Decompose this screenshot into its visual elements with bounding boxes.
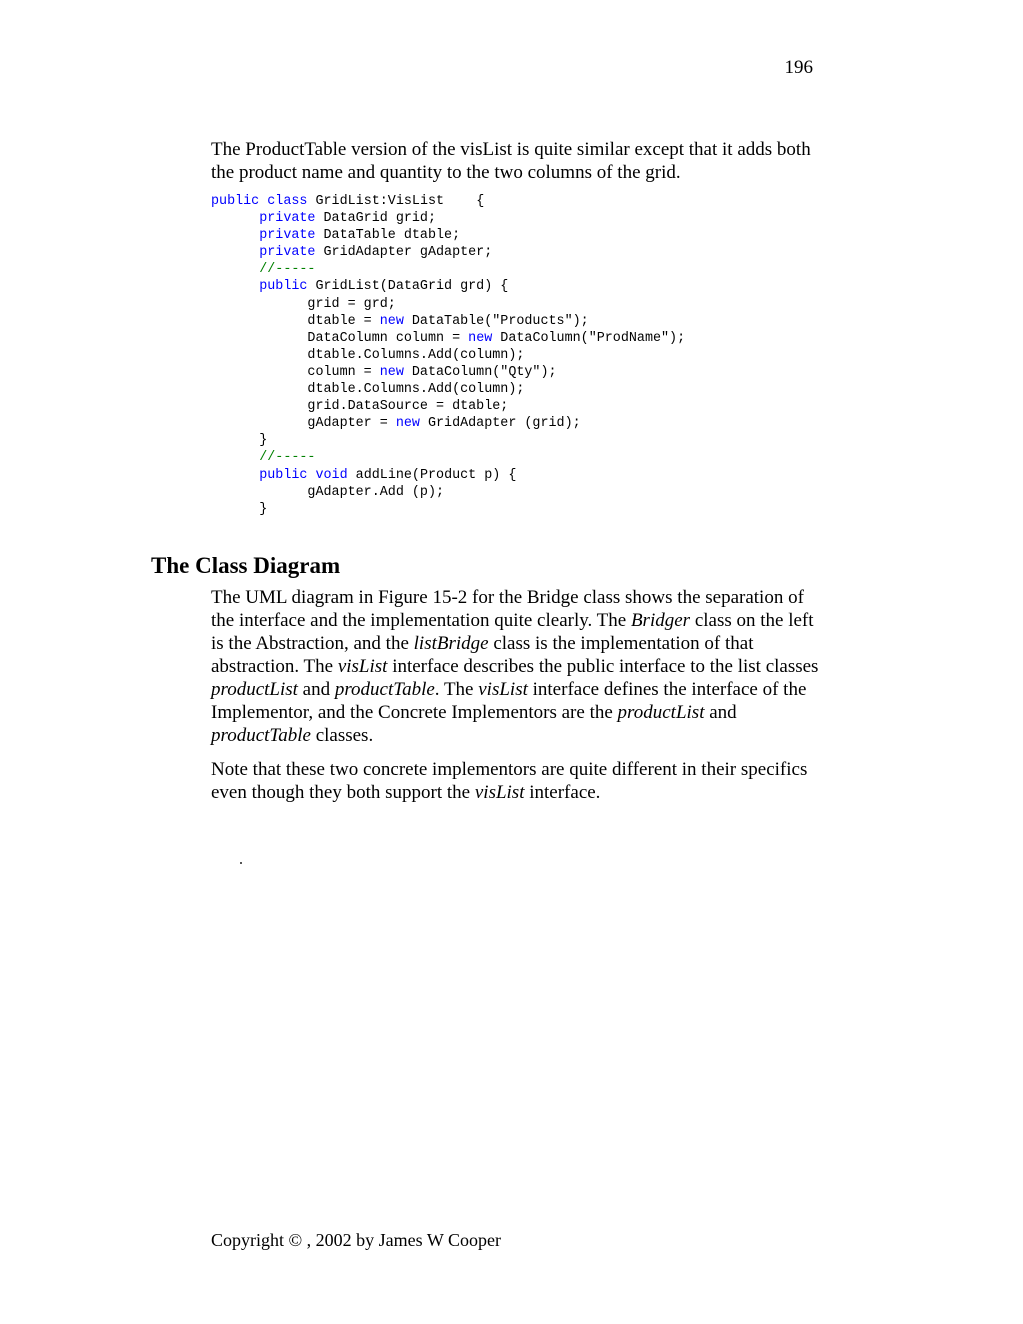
text-run: interface describes the public interface to the list classes <box>387 656 819 677</box>
italic-term: productList <box>211 679 298 700</box>
code-line <box>211 449 685 466</box>
code-keyword: public <box>259 279 308 295</box>
code-keyword: public <box>211 194 260 209</box>
intro-paragraph: The ProductTable version of the visList is quite similar except that it adds both the product name and quantity to the two columns of the grid. <box>211 139 811 183</box>
code-text <box>211 228 259 243</box>
code-keyword: private <box>259 228 316 244</box>
code-keyword: new <box>379 364 404 380</box>
code-line <box>211 193 685 210</box>
code-text: gAdapter.Add (p); <box>211 484 445 500</box>
code-text <box>211 279 259 294</box>
code-text: DataColumn("Qty"); <box>403 364 557 380</box>
italic-term: listBridge <box>413 633 489 654</box>
italic-term: productList <box>617 702 705 723</box>
code-line <box>211 398 685 415</box>
code-text: DataColumn("ProdName"); <box>492 330 686 346</box>
code-keyword: public <box>259 467 308 483</box>
text-run: and <box>297 679 335 700</box>
code-keyword: private <box>259 245 316 261</box>
code-line <box>211 364 685 381</box>
text-run: class is the implementation of that abstraction. The <box>211 633 754 677</box>
stray-dot <box>240 862 242 864</box>
text-run: class on the left is the Abstraction, and the <box>211 610 814 654</box>
code-text: gAdapter = <box>211 416 396 432</box>
code-text <box>211 262 259 277</box>
code-text: dtable.Columns.Add(column); <box>211 382 525 398</box>
code-keyword: new <box>395 416 420 432</box>
code-line <box>211 501 685 518</box>
code-text: column = <box>211 364 380 380</box>
code-text: DataGrid grid; <box>315 211 437 227</box>
code-keyword: void <box>315 467 348 483</box>
italic-term: Bridger <box>630 610 691 631</box>
code-text: DataTable dtable; <box>315 228 461 244</box>
code-text: GridList:VisList { <box>307 194 485 209</box>
code-line <box>211 432 685 449</box>
page-number: 196 <box>784 57 813 78</box>
code-text: DataColumn column = <box>211 330 469 346</box>
code-text: dtable = <box>211 313 380 329</box>
code-line <box>211 278 685 295</box>
code-keyword: private <box>259 211 316 227</box>
code-text: dtable.Columns.Add(column); <box>211 347 525 363</box>
code-line <box>211 347 685 364</box>
code-line <box>211 381 685 398</box>
italic-term: visList <box>337 656 388 677</box>
code-text: GridAdapter gAdapter; <box>315 245 493 261</box>
code-line <box>211 210 685 227</box>
text-run: The UML diagram in Figure 15-2 for the Bridge class shows the separation of the interface and the implementation quite clearly. The <box>211 587 804 631</box>
code-line <box>211 313 685 330</box>
code-keyword: new <box>468 330 493 346</box>
text-run: classes. <box>310 725 374 746</box>
code-comment: //----- <box>259 262 316 278</box>
implementors-paragraph <box>211 758 821 804</box>
code-line <box>211 261 685 278</box>
code-line <box>211 227 685 244</box>
code-text: } <box>211 433 268 449</box>
italic-term: productTable <box>334 679 435 700</box>
code-text: addLine(Product p) { <box>347 467 517 483</box>
copyright-footer: Copyright © , 2002 by James W Cooper <box>211 1230 501 1250</box>
text-run: . The <box>434 679 479 700</box>
text-run: interface. <box>524 782 601 803</box>
code-text <box>211 468 259 483</box>
code-text: GridAdapter (grid); <box>419 416 581 432</box>
code-text: } <box>211 501 268 517</box>
italic-term: visList <box>478 679 528 700</box>
code-line <box>211 415 685 432</box>
code-text: grid = grd; <box>211 296 396 312</box>
code-line <box>211 296 685 313</box>
italic-term: productTable <box>211 725 311 746</box>
text-run: interface defines the interface of the Implementor, and the Concrete Implementors are the <box>211 679 807 723</box>
code-keyword: new <box>379 313 404 329</box>
code-line <box>211 330 685 347</box>
code-text <box>211 211 259 226</box>
section-heading: The Class Diagram <box>151 553 341 578</box>
text-run: and <box>704 702 737 723</box>
code-line <box>211 244 685 261</box>
code-text <box>211 245 259 260</box>
italic-term: visList <box>474 782 525 803</box>
code-text: grid.DataSource = dtable; <box>211 399 509 415</box>
code-keyword: class <box>267 194 308 209</box>
code-text: GridList(DataGrid grd) { <box>307 279 509 295</box>
text-run: Note that these two concrete implementors are quite different in their specifics even though they both support the <box>211 759 808 803</box>
class-diagram-paragraph <box>211 586 821 747</box>
code-text <box>211 450 259 465</box>
code-block <box>211 193 685 518</box>
code-line <box>211 484 685 501</box>
code-text: DataTable("Products"); <box>403 313 589 329</box>
code-line <box>211 467 685 484</box>
code-comment: //----- <box>259 450 316 466</box>
